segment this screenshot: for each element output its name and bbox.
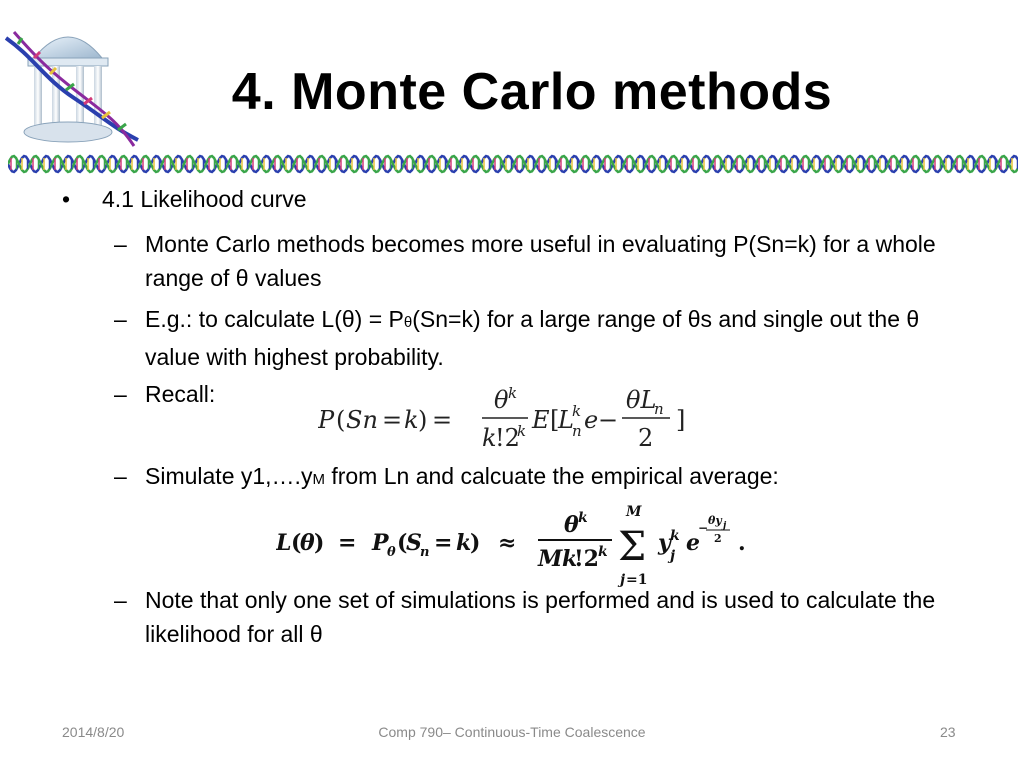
text-part: E.g.: to calculate L(θ) = P <box>145 306 404 332</box>
svg-text:[: [ <box>550 406 560 434</box>
subscript-m: M <box>312 471 325 488</box>
svg-text:n: n <box>420 545 430 560</box>
svg-text:y: y <box>658 530 671 556</box>
svg-text:k: k <box>598 544 608 560</box>
text-part: Simulate y1,….y <box>145 463 313 489</box>
dash-marker: – <box>114 381 127 407</box>
svg-text:=: = <box>432 406 453 434</box>
svg-text:=1: =1 <box>626 572 648 588</box>
svg-text:j: j <box>670 548 676 564</box>
subitem-text: Monte Carlo methods becomes more useful in evaluating P(Sn=k) for a whole range of θ values <box>145 231 936 291</box>
svg-text:2: 2 <box>638 424 654 452</box>
svg-text:(: ( <box>291 530 302 556</box>
svg-text:k: k <box>482 424 497 452</box>
svg-text:!2: !2 <box>574 546 599 572</box>
svg-text:k: k <box>578 510 588 526</box>
svg-text:k: k <box>572 402 582 420</box>
svg-text:θ: θ <box>300 530 315 556</box>
svg-text:S: S <box>406 530 422 556</box>
text-part: from Ln and calcuate the empirical average: <box>324 463 779 489</box>
svg-text:e: e <box>686 530 700 556</box>
svg-text:!2: !2 <box>495 424 520 452</box>
svg-text:j: j <box>620 572 626 588</box>
svg-text:−: − <box>698 521 709 535</box>
dna-divider <box>8 152 1018 176</box>
svg-text:k: k <box>404 406 419 434</box>
svg-text:k: k <box>517 422 527 440</box>
footer-page-number: 23 <box>940 724 956 740</box>
footer-course: Comp 790– Continuous-Time Coalescence <box>378 724 646 740</box>
svg-text:Σ: Σ <box>618 524 647 570</box>
svg-text:M: M <box>538 546 563 572</box>
svg-text:=: = <box>382 406 403 434</box>
svg-text:Sn: Sn <box>346 406 378 434</box>
svg-text:L: L <box>276 530 292 556</box>
svg-text:k: k <box>456 530 472 556</box>
svg-text:(: ( <box>336 406 346 434</box>
bullet-marker: • <box>62 186 71 212</box>
subscript-theta: θ <box>403 314 413 331</box>
svg-text:j: j <box>723 521 727 531</box>
subitem-text: Recall: <box>145 381 216 407</box>
svg-text:θ: θ <box>387 545 396 560</box>
svg-text:P: P <box>372 530 389 556</box>
svg-text:]: ] <box>676 406 686 434</box>
footer-date: 2014/8/20 <box>62 724 125 740</box>
svg-text:θL: θL <box>626 386 657 414</box>
svg-text:=: = <box>434 530 453 556</box>
svg-text:n: n <box>572 422 582 440</box>
subitem-text: Note that only one set of simulations is performed and is used to calculate the likelihood for all θ <box>145 587 936 647</box>
svg-text:E: E <box>532 406 550 434</box>
dash-marker: – <box>114 463 127 489</box>
svg-text:−: − <box>598 406 619 434</box>
text-part: (Sn=k) for a large range of θs and single out the θ value with highest probability. <box>145 306 920 370</box>
dash-marker: – <box>114 231 127 257</box>
svg-text:.: . <box>738 530 746 556</box>
svg-text:(: ( <box>397 530 408 556</box>
svg-text:≈: ≈ <box>498 530 517 556</box>
svg-text:): ) <box>418 406 428 434</box>
svg-text:k: k <box>562 546 578 572</box>
svg-text:): ) <box>470 530 481 556</box>
svg-text:k: k <box>670 528 680 544</box>
dash-marker: – <box>114 587 127 613</box>
svg-text:θ: θ <box>494 386 509 414</box>
slide-title: 4. Monte Carlo methods <box>231 63 833 121</box>
svg-text:2: 2 <box>714 532 722 545</box>
subitem-text <box>145 302 955 374</box>
dash-marker: – <box>114 306 127 332</box>
svg-text:k: k <box>508 386 518 402</box>
svg-text:L: L <box>558 406 574 434</box>
subitem-text <box>145 459 955 497</box>
svg-text:n: n <box>654 400 664 418</box>
svg-text:P: P <box>318 406 335 434</box>
svg-text:M: M <box>626 504 642 520</box>
svg-text:=: = <box>338 530 357 556</box>
svg-text:θy: θy <box>708 514 722 527</box>
svg-text:θ: θ <box>564 512 579 538</box>
empirical-average-formula <box>276 500 766 588</box>
bullet-text: 4.1 Likelihood curve <box>102 186 307 212</box>
svg-text:e: e <box>584 406 599 434</box>
recall-formula <box>318 386 698 456</box>
svg-text:): ) <box>314 530 325 556</box>
